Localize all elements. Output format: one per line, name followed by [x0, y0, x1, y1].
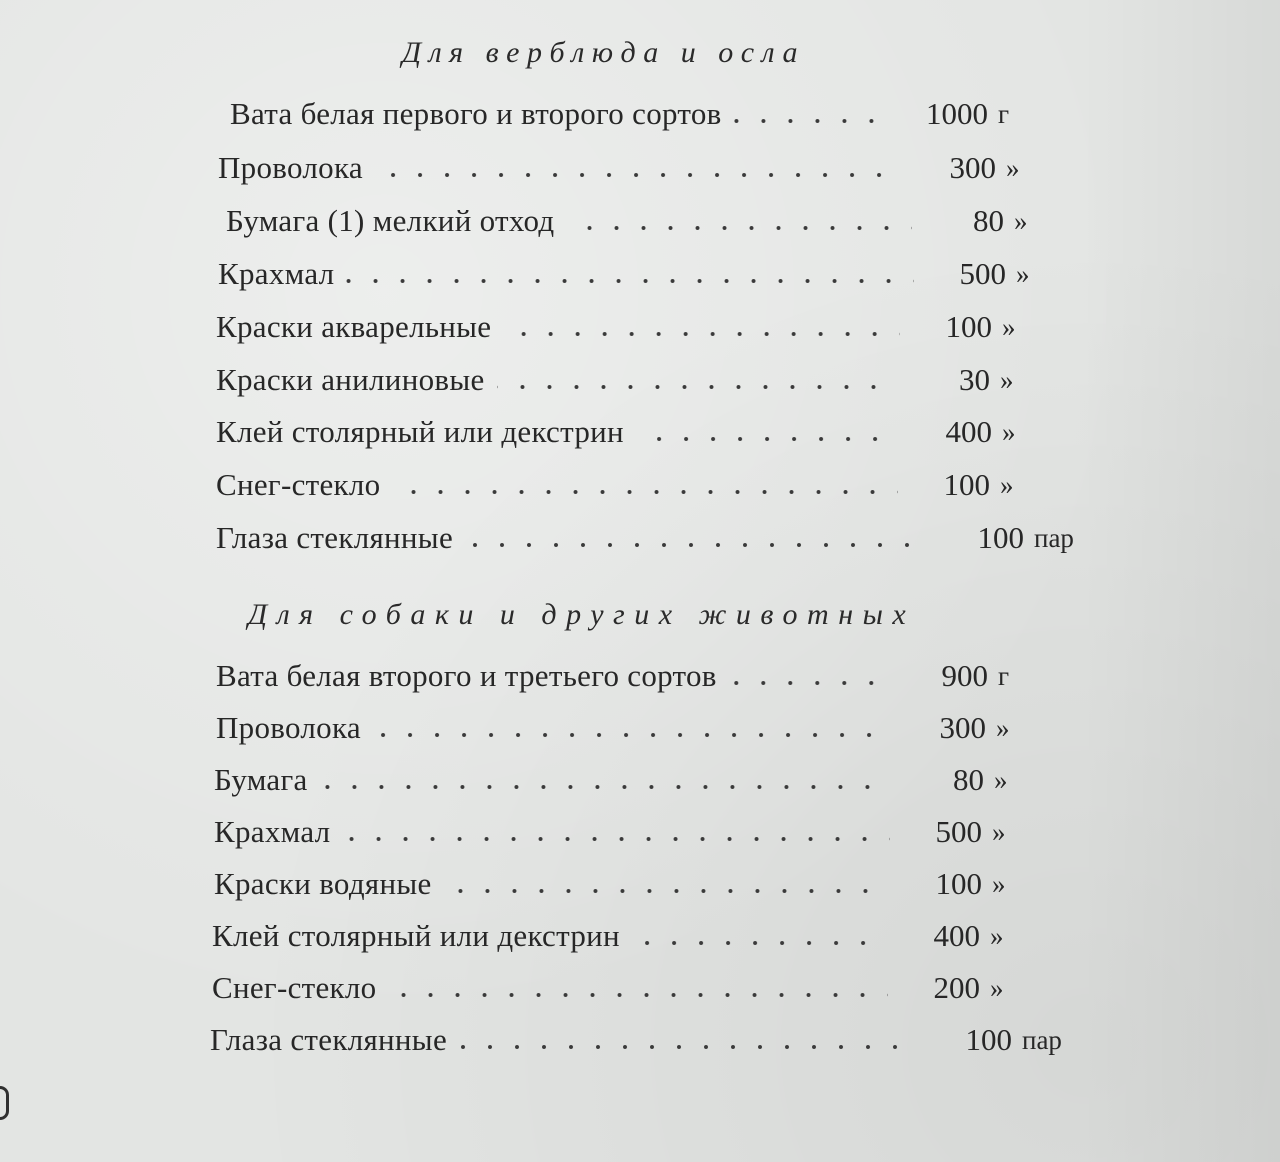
item-unit: »: [1016, 259, 1030, 289]
item-quantity: 80: [953, 762, 984, 797]
item-unit: »: [1002, 312, 1016, 342]
list-item: [212, 968, 1052, 1008]
item-name: Краски анилиновые: [216, 362, 485, 397]
item-unit: »: [1002, 417, 1016, 447]
item-quantity: 500: [959, 256, 1006, 291]
item-unit: »: [1000, 365, 1014, 395]
item-unit: »: [1014, 206, 1028, 236]
item-unit: пар: [1034, 523, 1074, 553]
section-title-camel-donkey: Для верблюда и осла: [402, 36, 805, 69]
item-quantity: 300: [949, 150, 996, 185]
item-name: Снег-стекло: [212, 970, 377, 1005]
item-name: Краски акварельные: [216, 309, 492, 344]
item-unit: г: [998, 99, 1010, 129]
item-quantity: 30: [959, 362, 990, 397]
dot-leader: [632, 941, 888, 945]
item-unit: »: [996, 713, 1010, 743]
item-unit: пар: [1022, 1025, 1062, 1055]
item-name: Бумага: [214, 762, 308, 797]
item-quantity: 400: [945, 414, 992, 449]
item-quantity: 80: [973, 203, 1004, 238]
list-item: [214, 812, 1054, 852]
item-name: Глаза стеклянные: [216, 520, 453, 555]
dot-leader: [342, 837, 890, 841]
item-quantity: 200: [933, 970, 980, 1005]
item-name: Проволока: [218, 150, 363, 185]
item-name: Крахмал: [218, 256, 335, 291]
item-name: Клей столярный или декстрин: [212, 918, 620, 953]
list-item: [214, 864, 1054, 904]
item-name: Вата белая второго и третьего сортов: [216, 658, 717, 693]
section-title-dog-animals: Для собаки и других животных: [248, 598, 916, 631]
item-name: Крахмал: [214, 814, 331, 849]
list-item: [214, 760, 1056, 800]
item-name: Клей столярный или декстрин: [216, 414, 624, 449]
list-item: [216, 708, 1058, 748]
item-quantity: 100: [935, 866, 982, 901]
item-name: Глаза стеклянные: [210, 1022, 447, 1057]
item-quantity: 100: [977, 520, 1024, 555]
item-unit: »: [990, 973, 1004, 1003]
item-name: Краски водяные: [214, 866, 432, 901]
item-quantity: 1000: [926, 96, 988, 131]
item-quantity: 900: [941, 658, 988, 693]
item-quantity: 400: [933, 918, 980, 953]
dot-leader: [729, 681, 896, 685]
list-item: [216, 656, 1060, 696]
item-unit: »: [992, 869, 1006, 899]
dot-leader: [459, 1045, 920, 1049]
list-item: [210, 1020, 1084, 1060]
item-unit: г: [998, 661, 1010, 691]
dot-leader: [388, 993, 888, 997]
item-unit: »: [1006, 153, 1020, 183]
item-quantity: 100: [945, 309, 992, 344]
item-unit: »: [990, 921, 1004, 951]
item-name: Снег-стекло: [216, 467, 381, 502]
item-name: Бумага (1) мелкий отход: [226, 203, 555, 238]
item-name: Проволока: [216, 710, 361, 745]
dot-leader: [444, 889, 890, 893]
item-quantity: 100: [943, 467, 990, 502]
item-name: Вата белая первого и второго сортов: [230, 96, 722, 131]
item-unit: »: [992, 817, 1006, 847]
item-unit: »: [1000, 470, 1014, 500]
item-quantity: 500: [935, 814, 982, 849]
page-number-fragment: [0, 1086, 9, 1120]
list-item: [212, 916, 1052, 956]
dot-leader: [320, 785, 892, 789]
item-unit: »: [994, 765, 1008, 795]
dot-leader: [373, 733, 894, 737]
item-quantity: 300: [939, 710, 986, 745]
item-quantity: 100: [965, 1022, 1012, 1057]
